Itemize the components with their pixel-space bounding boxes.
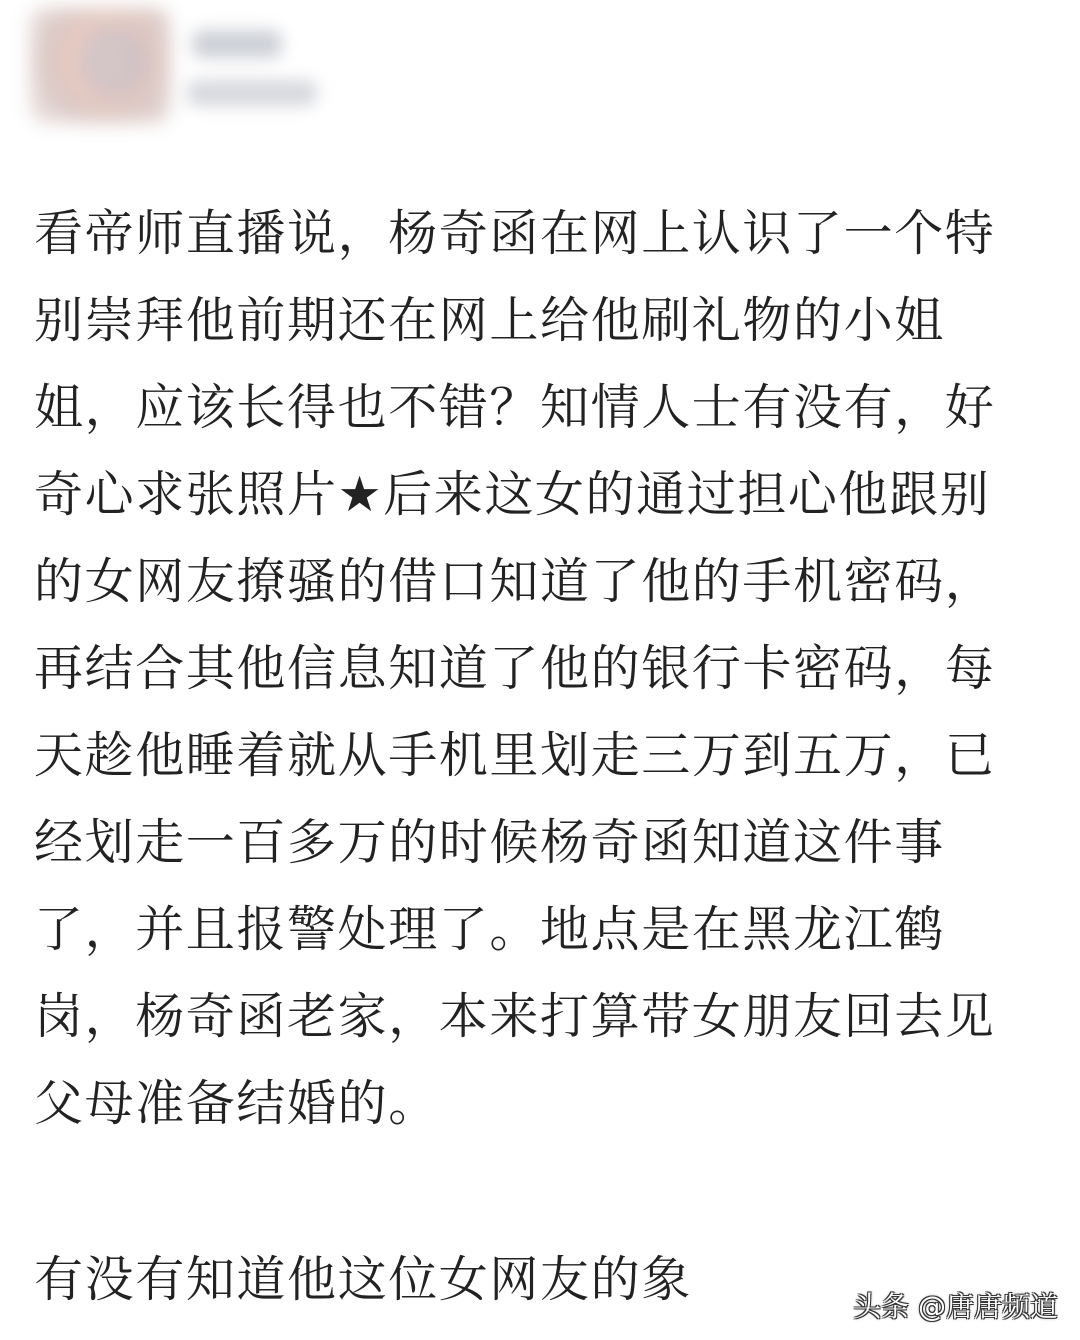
post-body [34,190,1024,1147]
post-line: 了，并且报警处理了。地点是在黑龙江鹤 [34,901,945,958]
post-line: 看帝师直播说，杨奇函在网上认识了一个特 [34,205,996,262]
watermark: 头条 @唐唐频道 [853,1290,1058,1323]
post-header [22,0,322,130]
post-line: 奇心求张照片★后来这女的通过担心他跟别 [34,466,991,523]
avatar[interactable] [30,8,170,123]
post-timestamp [187,80,317,106]
post-line: 再结合其他信息知道了他的银行卡密码，每 [34,640,996,697]
post-line: 天趁他睡着就从手机里划走三万到五万，已 [34,727,996,784]
post-line: 的女网友撩骚的借口知道了他的手机密码， [34,553,996,610]
post-question: 有没有知道他这位女网友的象 [34,1251,692,1308]
post-line: 姐，应该长得也不错？知情人士有没有，好 [34,379,996,436]
post-line: 别崇拜他前期还在网上给他刷礼物的小姐 [34,292,945,349]
post-line: 父母准备结婚的。 [34,1075,439,1132]
post-line: 岗，杨奇函老家，本来打算带女朋友回去见 [34,988,996,1045]
author-name[interactable] [192,30,282,58]
post-line: 经划走一百多万的时候杨奇函知道这件事 [34,814,945,871]
